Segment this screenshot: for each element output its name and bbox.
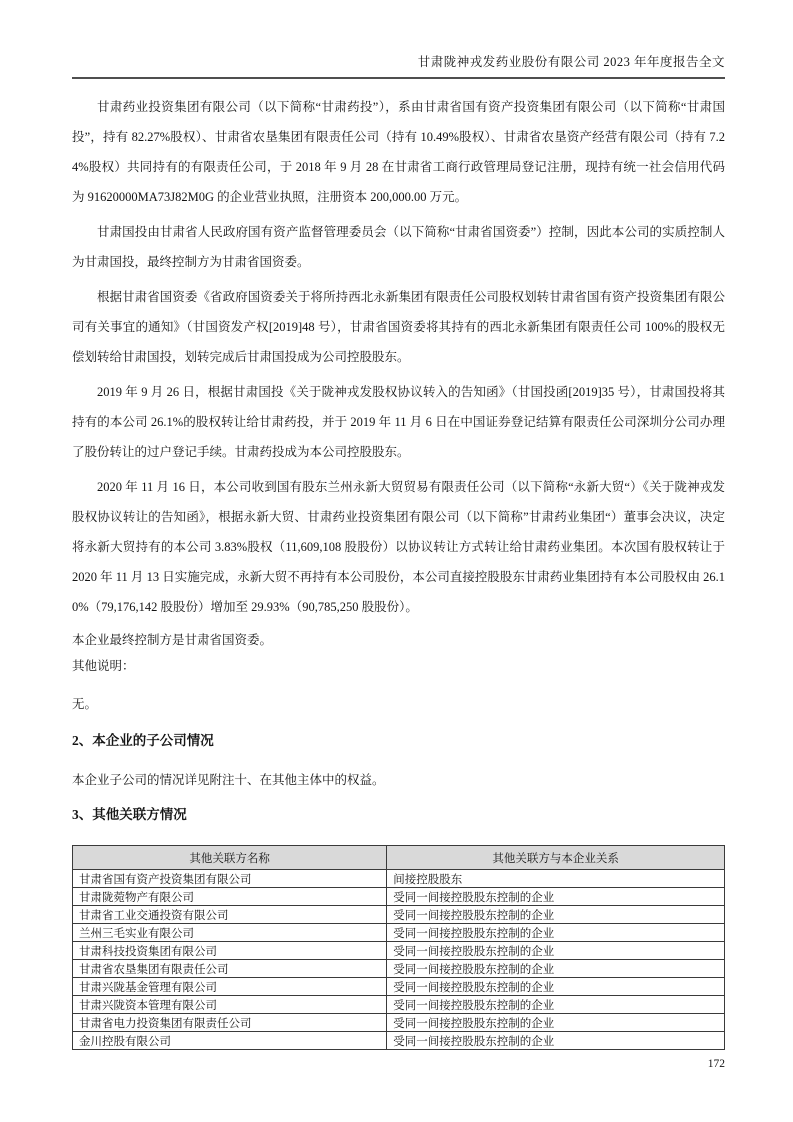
notes-block [72,627,725,717]
body-paragraph: 2019 年 9 月 26 日，根据甘肃国投《关于陇神戎发股权协议转入的告知函》（甘国投函[2019]35 号），甘肃国投将其持有的本公司 26.1%的股权转让给甘肃药投，并于 2019 年 11 月 6 日在中国证券登记结算有限责任公司深圳分公司办理了股份转让的过户登记手续。甘肃药投成为本公司控股股东。 [72,385,725,459]
none-note: 无。 [72,697,98,711]
related-party-relation: 受同一间接控股股东控制的企业 [387,978,725,996]
related-party-name: 甘肃省工业交通投资有限公司 [73,906,387,924]
table-row [73,1014,725,1032]
table-row [73,942,725,960]
related-party-name: 金川控股有限公司 [73,1032,387,1050]
section-3-heading: 3、其他关联方情况 [72,807,187,822]
related-party-relation: 受同一间接控股股东控制的企业 [387,888,725,906]
related-party-name: 兰州三毛实业有限公司 [73,924,387,942]
table-row [73,906,725,924]
related-party-name: 甘肃陇菀物产有限公司 [73,888,387,906]
table-header-relation-column: 其他关联方与本企业关系 [387,846,725,870]
section-2-body: 本企业子公司的情况详见附注十、在其他主体中的权益。 [72,773,385,787]
table-row [73,924,725,942]
body-paragraph: 根据甘肃省国资委《省政府国资委关于将所持西北永新集团有限责任公司股权划转甘肃省国有资产投资集团有限公司有关事宜的通知》（甘国资发产权[2019]48 号），甘肃省国资委将其持有的西北永新集团有限责任公司 100%的股权无偿划转给甘肃国投，划转完成后甘肃国投成为公司控股股东。 [72,290,725,364]
related-party-relation: 受同一间接控股股东控制的企业 [387,960,725,978]
related-party-relation: 受同一间接控股股东控制的企业 [387,996,725,1014]
related-parties-table [72,845,725,1050]
body-paragraph: 2020 年 11 月 16 日，本公司收到国有股东兰州永新大贸贸易有限责任公司（以下简称“永新大贸“）《关于陇神戎发股权协议转让的告知函》，根据永新大贸、甘肃药业投资集团有限公司（以下简称”甘肃药业集团“）董事会决议，决定将永新大贸持有的本公司 3.83%股权（11,609,108 股股份）以协议转让方式转让给甘肃药业集团。本次国有股权转让于 2020 年 11 月 13 日实施完成，永新大贸不再持有本公司股份，本公司直接控股股东甘肃药业集团持有本公司股权由 26.10%（79,176,142 股股份）增加至 29.93%（90,785,250 股股份）。 [72,480,725,614]
related-party-name: 甘肃省农垦集团有限责任公司 [73,960,387,978]
related-party-relation: 受同一间接控股股东控制的企业 [387,942,725,960]
page-number: 172 [707,1058,725,1070]
table-header-name-column: 其他关联方名称 [73,846,387,870]
page-header-title: 甘肃陇神戎发药业股份有限公司 2023 年年度报告全文 [417,55,725,69]
related-party-name: 甘肃科技投资集团有限公司 [73,942,387,960]
related-party-name: 甘肃省国有资产投资集团有限公司 [73,870,387,888]
related-party-name: 甘肃兴陇基金管理有限公司 [73,978,387,996]
related-party-relation: 受同一间接控股股东控制的企业 [387,1032,725,1050]
page-header [72,54,725,79]
related-party-relation: 受同一间接控股股东控制的企业 [387,924,725,942]
body-text-block [72,92,725,622]
related-party-relation: 受同一间接控股股东控制的企业 [387,1014,725,1032]
related-party-name: 甘肃省电力投资集团有限责任公司 [73,1014,387,1032]
body-paragraph: 甘肃国投由甘肃省人民政府国有资产监督管理委员会（以下简称“甘肃省国资委”）控制，因此本公司的实质控制人为甘肃国投，最终控制方为甘肃省国资委。 [72,225,725,269]
table-row [73,960,725,978]
table-row [73,996,725,1014]
final-controller-note: 本企业最终控制方是甘肃省国资委。 [72,633,273,647]
section-2-heading: 2、本企业的子公司情况 [72,733,214,748]
table-row [73,978,725,996]
table-header-row [73,846,725,870]
related-party-relation: 受同一间接控股股东控制的企业 [387,906,725,924]
table-row [73,1032,725,1050]
body-paragraph: 甘肃药业投资集团有限公司（以下简称“甘肃药投”），系由甘肃省国有资产投资集团有限公司（以下简称“甘肃国投”，持有 82.27%股权）、甘肃省农垦集团有限责任公司（持有 10.49%股权）、甘肃省农垦资产经营有限公司（持有 7.24%股权）共同持有的有限责任公司，于 2018 年 9 月 28 在甘肃省工商行政管理局登记注册，现持有统一社会信用代码为 91620000MA73J82M0G 的企业营业执照，注册资本 200,000.00 万元。 [72,100,725,204]
table-row [73,870,725,888]
table-row [73,888,725,906]
other-note-label: 其他说明： [72,659,135,673]
related-party-relation: 间接控股股东 [387,870,725,888]
table-body [73,870,725,1050]
page-footer [72,1056,725,1072]
related-party-name: 甘肃兴陇资本管理有限公司 [73,996,387,1014]
